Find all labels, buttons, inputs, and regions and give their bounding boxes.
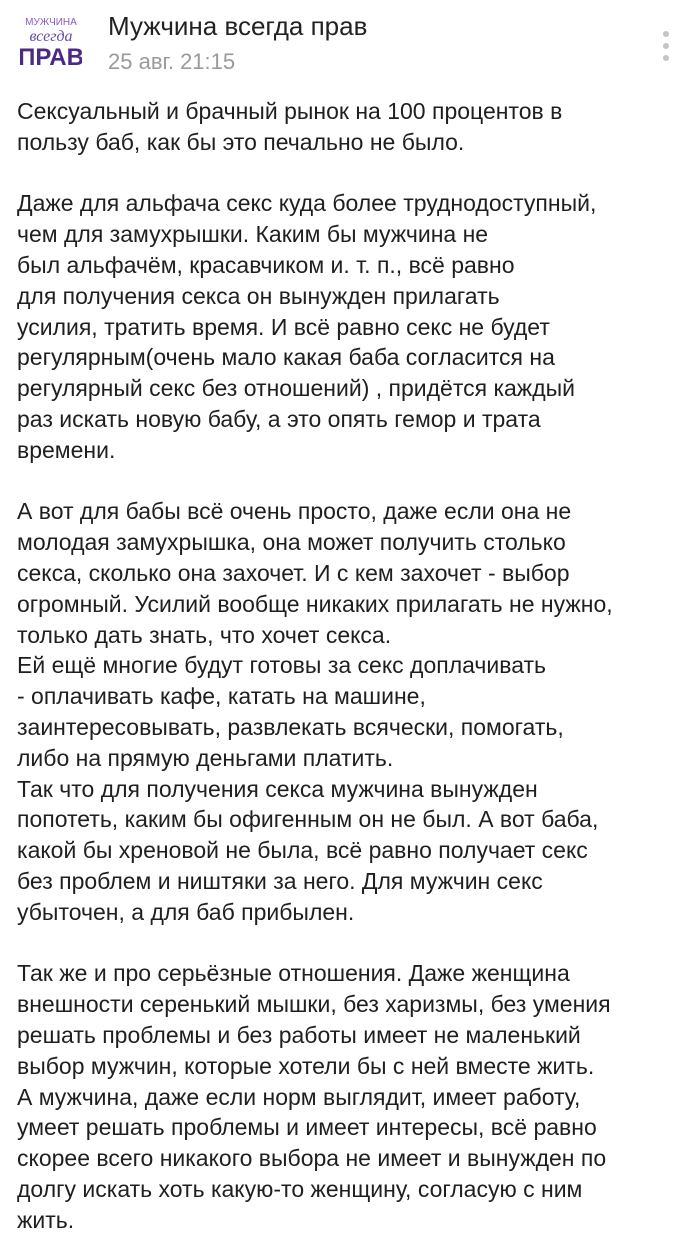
post-text-line: секса, сколько она захочет. И с кем захочет - выбор xyxy=(17,559,570,586)
avatar-logo xyxy=(20,14,82,70)
post-text-line: А мужчина, даже если норм выглядит, имеет работу, xyxy=(17,1083,581,1110)
post-text-line: без проблем и ништяки за него. Для мужчин секс xyxy=(17,867,543,894)
post-text-line: чем для замухрышки. Каким бы мужчина не xyxy=(17,221,489,248)
paragraph-gap xyxy=(17,158,689,189)
post-text-line: А вот для бабы всё очень просто, даже если она не xyxy=(17,498,572,525)
post-text-line: Сексуальный и брачный рынок на 100 процентов в xyxy=(17,98,563,124)
post-text-line: Так что для получения секса мужчина вынужден xyxy=(17,775,538,802)
post-text-line: Так же и про серьёзные отношения. Даже женщина xyxy=(17,960,570,987)
post-text-line: долгу искать хоть какую-то женщину, согласую с ним xyxy=(17,1175,583,1202)
author-name[interactable]: Мужчина всегда прав xyxy=(108,11,368,41)
post-text-line: регулярный секс без отношений) , придётся каждый xyxy=(17,375,575,402)
post-text-line: внешности серенький мышки, без харизмы, без умения xyxy=(17,991,611,1018)
post-text-line: убыточен, а для баб прибылен. xyxy=(17,898,355,925)
post-text-line: - оплачивать кафе, катать на машине, xyxy=(17,683,426,710)
post-text-line: усилия, тратить время. И всё равно секс не будет xyxy=(17,313,550,340)
avatar-middle-text: всегда xyxy=(29,28,73,45)
post-text-line: решать проблемы и без работы имеет не маленький xyxy=(17,1021,581,1048)
post-text-line: Ей ещё многие будут готовы за секс доплачивать xyxy=(17,652,547,679)
post-text-line: регулярным(очень мало какая баба согласится на xyxy=(17,344,555,371)
post-text-line: жить. xyxy=(17,1206,75,1233)
avatar-top-text: МУЖЧИНА xyxy=(25,17,77,28)
post-header xyxy=(0,0,700,90)
post-text-line: раз искать новую бабу, а это опять гемор и трата xyxy=(17,405,541,432)
menu-dot xyxy=(663,43,669,49)
post-timestamp: 25 авг. 21:15 xyxy=(108,49,236,74)
more-vertical-icon[interactable] xyxy=(652,26,680,66)
post-text-line: скорее всего никакого выбора не имеет и вынужден по xyxy=(17,1145,607,1172)
post-text-line: огромный. Усилий вообще никаких прилагать не нужно, xyxy=(17,590,613,617)
post-text-line: времени. xyxy=(17,436,116,463)
post-text-line: Даже для альфача секс куда более труднодоступный, xyxy=(17,190,597,217)
post-text-line: был альфачём, красавчиком и. т. п., всё равно xyxy=(17,251,515,278)
post-text xyxy=(17,96,689,1235)
community-avatar[interactable] xyxy=(20,14,82,70)
menu-dot xyxy=(663,31,669,37)
post-text-line: какой бы хреновой не была, всё равно получает секс xyxy=(17,837,588,864)
post-text-line: только дать знать, что хочет секса. xyxy=(17,621,392,648)
post-text-line: молодая замухрышка, она может получить столько xyxy=(17,529,566,556)
post-text-line: либо на прямую деньгами платить. xyxy=(17,744,394,771)
avatar-bottom-text: ПРАВ xyxy=(20,44,82,70)
post-text-line: попотеть, каким бы офигенным он не был. А вот баба, xyxy=(17,806,599,833)
post-text-line: выбор мужчин, которые хотели бы с ней вместе жить. xyxy=(17,1052,595,1079)
paragraph-gap xyxy=(17,928,689,959)
post-text-line: умеет решать проблемы и имеет интересы, всё равно xyxy=(17,1114,597,1141)
post-text-line: для получения секса он вынужден прилагать xyxy=(17,282,500,309)
menu-dot xyxy=(663,55,669,61)
post-text-line: пользу баб, как бы это печально не было. xyxy=(17,128,465,155)
paragraph-gap xyxy=(17,466,689,497)
post-text-line: заинтересовывать, развлекать всячески, помогать, xyxy=(17,713,564,740)
